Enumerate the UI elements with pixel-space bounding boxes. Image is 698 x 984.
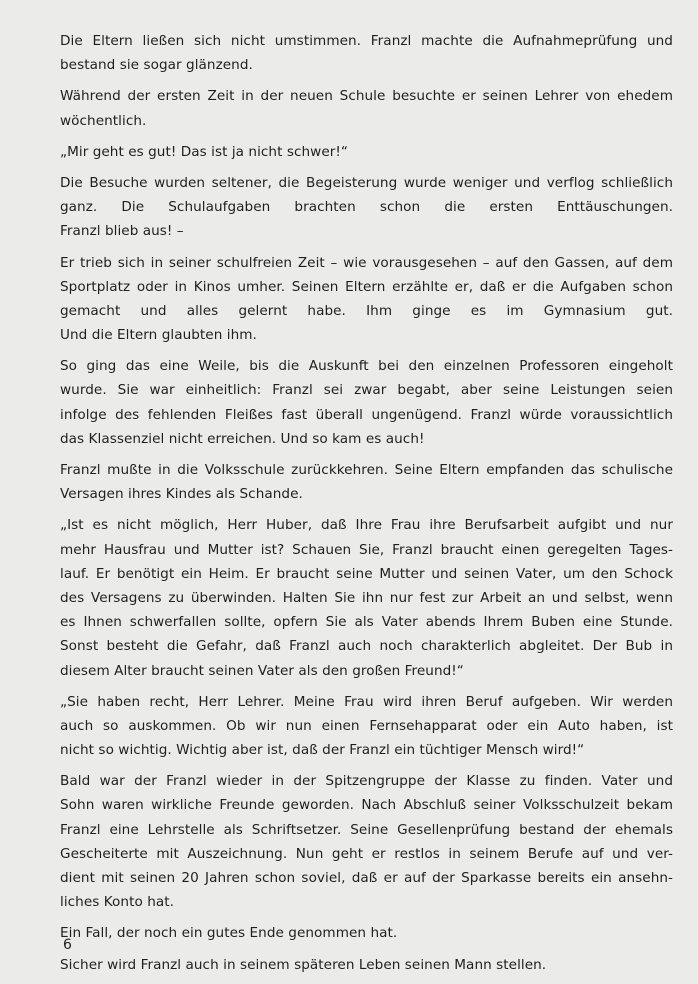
paragraph [60, 513, 673, 682]
text-line: Die Besuche wurden seltener, die Begeisterung wurde weniger und verflog schließlich [60, 174, 673, 191]
text-line: Die Eltern ließen sich nicht umstimmen. Franzl machte die Aufnahmeprüfung und [60, 33, 673, 49]
paragraph [60, 29, 673, 77]
paragraph [60, 769, 673, 914]
body-text [60, 29, 673, 984]
text-line: Ein Fall, der noch ein gutes Ende genommen hat. [60, 925, 398, 942]
text-line: Während der ersten Zeit in der neuen Schule besuchte er seinen Lehrer von ehedem [60, 88, 673, 105]
text-line: das Klassenziel nicht erreichen. Und so kam es auch! [60, 430, 425, 447]
text-line: „Mir geht es gut! Das ist ja nicht schwer!“ [60, 143, 348, 160]
text-line: Er trieb sich in seiner schulfreien Zeit – wie vorausgesehen – auf den Gassen, auf dem [60, 254, 673, 271]
text-line: gemacht und alles gelernt habe. Ihm ginge es im Gymnasium gut. [60, 302, 673, 319]
text-line: Gescheiterte mit Auszeichnung. Nun geht er restlos in seinem Berufe auf und ver- [60, 845, 673, 862]
text-line: „Ist es nicht möglich, Herr Huber, daß Ihre Frau ihre Berufsarbeit aufgibt und nur [60, 517, 673, 534]
text-line: es Ihnen schwerfallen sollte, opfern Sie als Vater abends Ihrem Buben eine Stunde. [60, 614, 673, 631]
paragraph [60, 354, 673, 451]
text-line: des Versagens zu überwinden. Halten Sie ihn nur fest zur Arbeit an und selbst, wenn [60, 589, 673, 606]
text-line: mehr Hausfrau und Mutter ist? Schauen Sie, Franzl braucht einen geregelten Tages- [60, 541, 673, 558]
text-line: „Sie haben recht, Herr Lehrer. Meine Frau wird ihren Beruf aufgeben. Wir werden [60, 693, 673, 710]
text-line: ganz. Die Schulaufgaben brachten schon die ersten Enttäuschungen. [60, 199, 673, 216]
text-line: Und die Eltern glaubten ihm. [60, 327, 257, 344]
text-line: Franzl blieb aus! – [60, 223, 184, 240]
paragraph [60, 171, 673, 244]
paragraph [60, 251, 673, 348]
text-line: dient mit seinen 20 Jahren schon soviel, daß er auf der Sparkasse bereits ein ansehn- [60, 870, 673, 886]
text-line: auch so auskommen. Ob wir nun einen Fernsehapparat oder ein Auto haben, ist [60, 717, 673, 734]
text-line: Versagen ihres Kindes als Schande. [60, 486, 303, 503]
text-line: liches Konto hat. [60, 894, 174, 911]
paragraph [60, 458, 673, 506]
text-line: bestand sie sogar glänzend. [60, 57, 253, 74]
text-line: nicht so wichtig. Wichtig aber ist, daß der Franzl ein tüchtiger Mensch wird!“ [60, 742, 585, 759]
text-line: Franzl eine Lehrstelle als Schriftsetzer. Seine Gesellenprüfung bestand der ehemals [60, 821, 673, 838]
text-line: wöchentlich. [60, 112, 147, 129]
text-line: So ging das eine Weile, bis die Auskunft bei den einzelnen Professoren eingeholt [60, 358, 673, 375]
text-line: Sicher wird Franzl auch in seinem späteren Leben seinen Mann stellen. [60, 956, 547, 973]
page-number: 6 [63, 937, 72, 953]
text-line: Sohn waren wirkliche Freunde geworden. Nach Abschluß seiner Volksschulzeit bekam [60, 797, 673, 814]
text-line: wurde. Sie war einheitlich: Franzl sei zwar begabt, aber seine Leistungen seien [60, 382, 673, 399]
paragraph [60, 140, 673, 164]
text-line: Sportplatz oder in Kinos umher. Seinen Eltern erzählte er, daß er die Aufgaben schon [60, 278, 673, 295]
paragraph [60, 690, 673, 763]
paragraph [60, 84, 673, 132]
text-line: infolge des fehlenden Fleißes fast überall ungenügend. Franzl würde voraussichtlich [60, 406, 673, 423]
paragraph [60, 921, 673, 945]
text-line: Bald war der Franzl wieder in der Spitzengruppe der Klasse zu finden. Vater und [60, 773, 673, 790]
text-line: Sonst besteht die Gefahr, daß Franzl auch noch charakterlich abgleitet. Der Bub in [60, 638, 673, 655]
text-line: diesem Alter braucht seinen Vater als den großen Freund!“ [60, 662, 464, 679]
paragraph [60, 953, 673, 977]
text-line: lauf. Er benötigt ein Heim. Er braucht seine Mutter und seinen Vater, um den Schock [60, 565, 673, 582]
text-line: Franzl mußte in die Volksschule zurückkehren. Seine Eltern empfanden das schulische [60, 462, 673, 478]
